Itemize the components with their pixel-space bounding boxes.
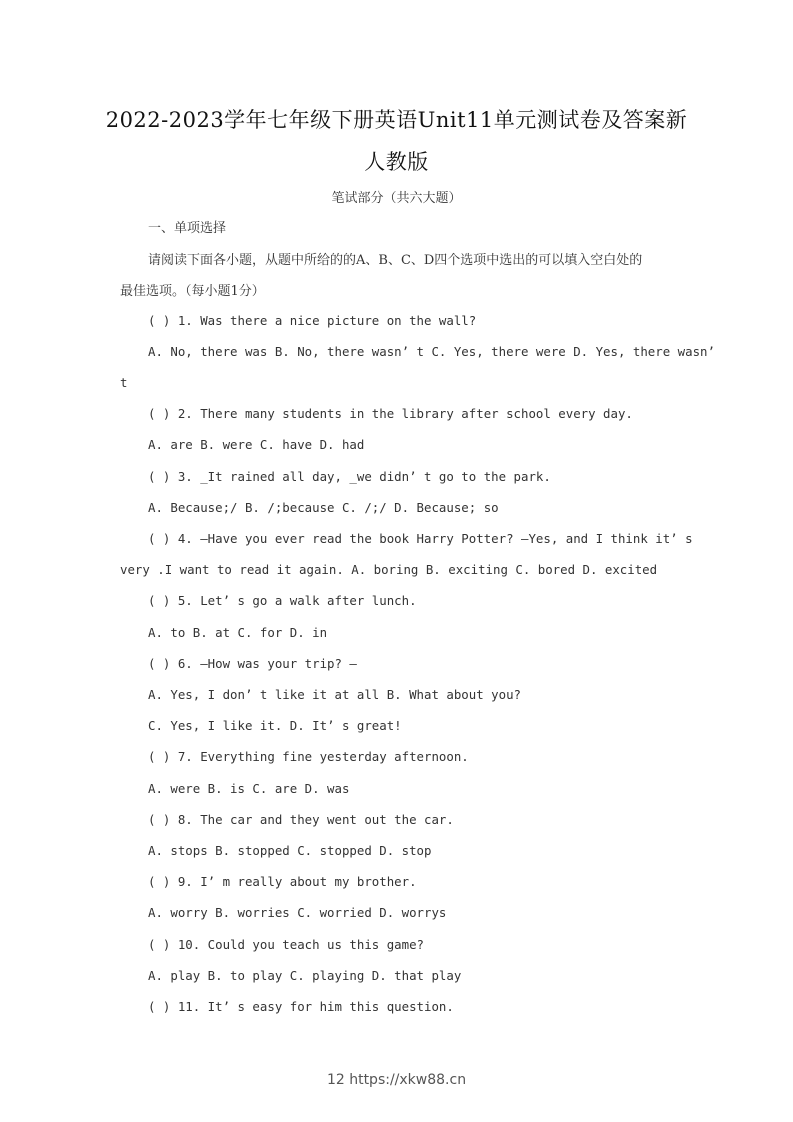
question-line: ( ) 8. The car and they went out the car. [148,812,454,827]
question-line-continued: very .I want to read it again. A. boring B. exciting C. bored D. excited [120,562,658,577]
question-line: ( ) 2. There many students in the library after school every day. [148,406,633,421]
question-line: ( ) 5. Let’ s go a walk after lunch. [148,593,417,608]
question-line: ( ) 3. _It rained all day, _we didn’ t go to the park. [148,469,551,484]
options-line: C. Yes, I like it. D. It’ s great! [148,718,402,733]
document-title-line-1: 2022-2023学年七年级下册英语Unit11单元测试卷及答案新 [105,108,688,132]
options-line: A. worry B. worries C. worried D. worrys [148,905,447,920]
options-line: A. No, there was B. No, there wasn’ t C. Yes, there were D. Yes, there wasn’ [148,344,715,359]
options-line: A. are B. were C. have D. had [148,437,365,452]
section-heading: 一、单项选择 [148,221,227,236]
document-title-line-2: 人教版 [364,150,429,174]
question-line: ( ) 6. —How was your trip? — [148,656,357,671]
instruction-line-1: 请阅读下面各小题，从题中所给的的A、B、C、D四个选项中选出的可以填入空白处的 [148,253,643,268]
options-line: A. stops B. stopped C. stopped D. stop [148,843,432,858]
question-line: ( ) 1. Was there a nice picture on the wall? [148,313,477,328]
page-footer: 12 https://xkw88.cn [326,1072,467,1088]
options-line: A. to B. at C. for D. in [148,625,328,640]
instruction-line-2: 最佳选项。（每小题1分） [120,284,265,299]
question-line: ( ) 9. I’ m really about my brother. [148,874,417,889]
question-line: ( ) 11. It’ s easy for him this question. [148,999,454,1014]
options-line: A. were B. is C. are D. was [148,781,350,796]
question-line: ( ) 4. —Have you ever read the book Harry Potter? —Yes, and I think it’ s [148,531,693,546]
options-line-continued: t [120,375,128,390]
options-line: A. Because;/ B. /;because C. /;/ D. Because; so [148,500,499,515]
question-line: ( ) 7. Everything fine yesterday afternoon. [148,749,469,764]
document-subtitle: 笔试部分（共六大题） [331,191,462,206]
options-line: A. Yes, I don’ t like it at all B. What about you? [148,687,521,702]
question-line: ( ) 10. Could you teach us this game? [148,937,425,952]
options-line: A. play B. to play C. playing D. that play [148,968,462,983]
